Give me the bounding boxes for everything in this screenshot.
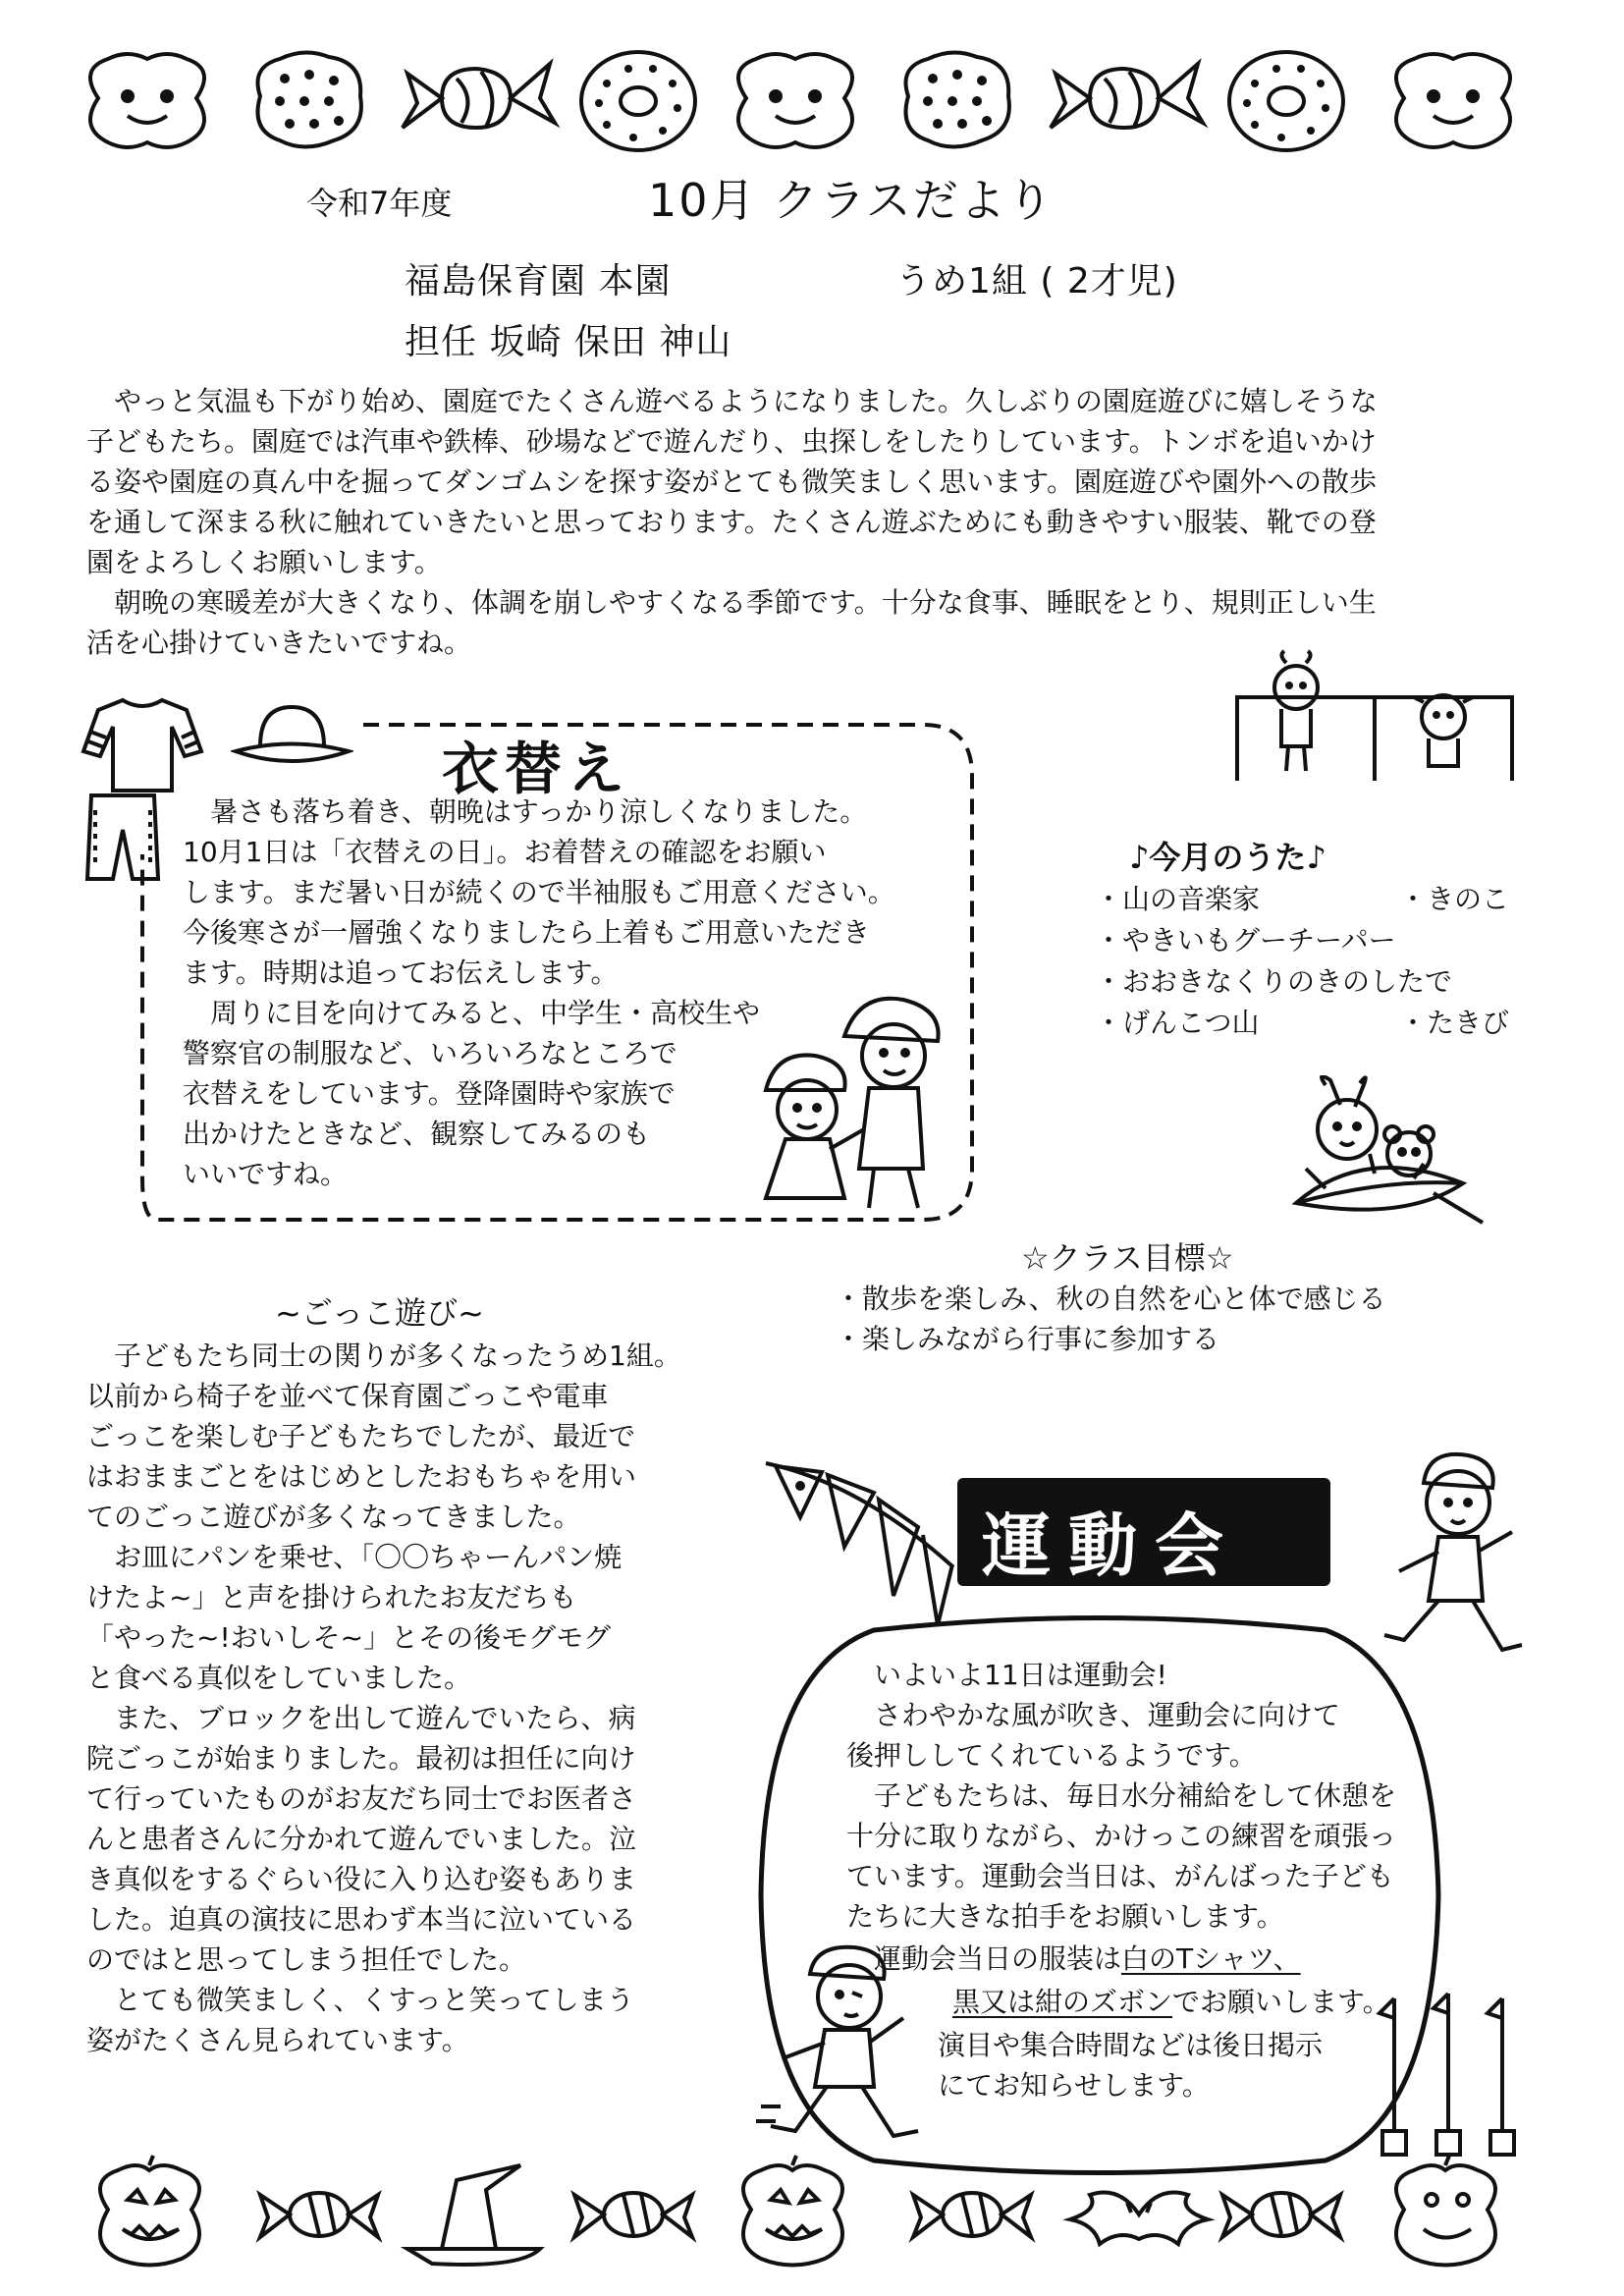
koromogae-line: 今後寒さが一層強くなりましたら上着もご用意いただき xyxy=(183,916,871,949)
undokai-line: 子どもたちは、毎日水分補給をして休憩を xyxy=(874,1779,1397,1812)
animals-on-leaf-illustration xyxy=(1286,1075,1502,1262)
attire-prefix: 運動会当日の服装は xyxy=(874,1942,1122,1975)
koromogae-line: 暑さも落ち着き、朝晩はすっかり涼しくなりました。 xyxy=(210,795,868,828)
intro-line: 活を心掛けていきたいですね。 xyxy=(86,627,472,659)
teacher-names: 担任 坂崎 保田 神山 xyxy=(405,322,732,362)
undokai-line: たちに大きな拍手をお願いします。 xyxy=(846,1900,1284,1933)
intro-line: 子どもたち。園庭では汽車や鉄棒、砂場などで遊んだり、虫探しをしたりしています。トンボを追いかけ xyxy=(86,425,1377,458)
intro-line: 朝晩の寒暖差が大きくなり、体調を崩しやすくなる季節です。十分な食事、睡眠をとり、規則正しい生 xyxy=(114,586,1377,619)
intro-paragraph xyxy=(86,381,1378,663)
notice-line: にてお知らせします。 xyxy=(938,2069,1210,2102)
undokai-line: さわやかな風が吹き、運動会に向けて xyxy=(874,1699,1340,1731)
jack-o-lantern-icon xyxy=(1396,2156,1495,2266)
gokko-body xyxy=(86,1336,681,2060)
cookie-icon xyxy=(906,52,1009,146)
gokko-line: とても微笑ましく、くすっと笑ってしまう xyxy=(114,1984,634,2016)
jack-o-lantern-icon xyxy=(100,2156,199,2266)
song-item: ・おおきなくりのきのしたで xyxy=(1095,965,1453,998)
bottom-decoration-border xyxy=(79,2141,1551,2278)
pumpkin-face-icon xyxy=(738,54,852,147)
candy-icon xyxy=(1051,64,1203,128)
gokko-line: はおままごとをはじめとしたおもちゃを用い xyxy=(86,1460,637,1493)
running-boy-illustration xyxy=(756,1940,943,2156)
undokai-line: 後押ししてくれているようです。 xyxy=(846,1739,1257,1772)
attire-dark-pants: 黒又は紺のズボン xyxy=(952,1986,1173,2018)
song-item: ・きのこ xyxy=(1399,883,1510,915)
top-decoration-border xyxy=(79,29,1551,167)
class-goals-title: ☆クラス目標☆ xyxy=(1021,1239,1234,1277)
donut-icon xyxy=(1229,52,1343,150)
attire-white-shirt: 白のTシャツ、 xyxy=(1121,1942,1301,1975)
gokko-line: と食べる真似をしていました。 xyxy=(86,1662,472,1694)
koromogae-line: いいですね。 xyxy=(183,1158,349,1190)
undokai-body xyxy=(846,1655,1396,1937)
course-flags-illustration xyxy=(1375,1984,1532,2160)
attire-suffix: でお願いします。 xyxy=(1172,1986,1390,2018)
jack-o-lantern-icon xyxy=(743,2156,842,2266)
song-item: ・やきいもグーチーパー xyxy=(1095,924,1396,957)
candy-icon xyxy=(574,2193,692,2237)
pumpkin-face-icon xyxy=(1396,54,1510,147)
page-title: 10月 クラスだより xyxy=(648,174,1055,227)
gokko-line: 院ごっこが始まりました。最初は担任に向け xyxy=(86,1742,636,1775)
koromogae-line: 周りに目を向けてみると、中学生・高校生や xyxy=(210,997,761,1029)
intro-line: を通して深まる秋に触れていきたいと思っております。たくさん遊ぶためにも動きやすい服装、靴での登 xyxy=(86,506,1377,538)
gokko-line: 以前から椅子を並べて保育園ごっこや電車 xyxy=(86,1380,609,1412)
gokko-line: 姿がたくさん見られています。 xyxy=(86,2024,469,2056)
song-item: ・山の音楽家 xyxy=(1095,883,1261,915)
children-walking-illustration xyxy=(727,982,962,1218)
koromogae-title: 衣替え xyxy=(442,736,631,802)
intro-line: やっと気温も下がり始め、園庭でたくさん遊べるようになりました。久しぶりの園庭遊びに嬉しそうな xyxy=(114,385,1378,417)
gokko-line: また、ブロックを出して遊んでいたら、病 xyxy=(114,1702,636,1734)
koromogae-line: ます。時期は追ってお伝えします。 xyxy=(183,957,619,989)
pants-illustration xyxy=(83,791,162,884)
koromogae-line: します。まだ暑い日が続くので半袖服もご用意ください。 xyxy=(183,876,895,908)
witch-hat-icon xyxy=(407,2165,540,2265)
gokko-line: お皿にパンを乗せ、「〇〇ちゃーんパン焼 xyxy=(114,1541,623,1573)
candy-icon xyxy=(403,64,555,128)
undokai-line: 十分に取りながら、かけっこの練習を頑張っ xyxy=(846,1820,1397,1852)
bat-icon xyxy=(1070,2193,1208,2245)
songs-list-right xyxy=(1399,879,1509,1044)
songs-title: ♪今月のうた♪ xyxy=(1129,839,1326,876)
gokko-line: ごっこを楽しむ子どもたちでしたが、最近で xyxy=(86,1420,636,1452)
candy-icon xyxy=(1222,2193,1340,2237)
goal-item: ・楽しみながら行事に参加する xyxy=(835,1323,1220,1355)
hat-illustration xyxy=(231,697,353,771)
goal-item: ・散歩を楽しみ、秋の自然を心と体で感じる xyxy=(835,1283,1386,1315)
donut-icon xyxy=(581,52,695,150)
undokai-line: いよいよ11日は運動会! xyxy=(874,1659,1167,1691)
gokko-line: て行っていたものがお友だち同士でお医者さ xyxy=(86,1782,637,1815)
class-name: うめ1組 ( 2才児) xyxy=(895,261,1178,301)
gokko-line: 子どもたち同士の関りが多くなったうめ1組。 xyxy=(114,1339,681,1372)
gokko-line: した。迫真の演技に思わず本当に泣いている xyxy=(86,1903,637,1936)
intro-line: る姿や園庭の真ん中を掘ってダンゴムシを探す姿がとても微笑ましく思います。園庭遊びや園外への散歩 xyxy=(86,465,1378,498)
gokko-line: けたよ~」と声を掛けられたお友だちも xyxy=(86,1581,577,1613)
gokko-line: てのごっこ遊びが多くなってきました。 xyxy=(86,1501,581,1533)
song-item: ・げんこつ山 xyxy=(1095,1007,1260,1039)
gokko-line: のではと思ってしまう担任でした。 xyxy=(86,1943,527,1976)
attire-line-2 xyxy=(952,1982,1390,2022)
class-goals-list xyxy=(835,1279,1386,1359)
school-name: 福島保育園 本園 xyxy=(405,261,672,301)
candy-icon xyxy=(260,2193,378,2237)
cookie-icon xyxy=(258,52,361,146)
koromogae-line: 出かけたときなど、観察してみるのも xyxy=(183,1118,651,1150)
candy-icon xyxy=(913,2193,1031,2237)
undokai-line: ています。運動会当日は、がんばった子ども xyxy=(846,1860,1394,1892)
gokko-line: 「やった~!おいしそ~」とその後モグモグ xyxy=(86,1621,612,1654)
monkey-bars-illustration xyxy=(1227,648,1522,786)
intro-line: 園をよろしくお願いします。 xyxy=(86,546,442,578)
gokko-line: んと患者さんに分かれて遊んでいました。泣 xyxy=(86,1823,637,1855)
notice-body xyxy=(938,2025,1323,2105)
pumpkin-face-icon xyxy=(90,54,204,147)
fiscal-year: 令和7年度 xyxy=(306,185,453,222)
gokko-title: ~ごっこ遊び~ xyxy=(275,1294,484,1332)
gokko-line: き真似をするぐらい役に入り込む姿もありま xyxy=(86,1863,637,1895)
koromogae-line: 10月1日は「衣替えの日」。お着替えの確認をお願い xyxy=(183,836,827,868)
notice-line: 演目や集合時間などは後日掲示 xyxy=(938,2029,1324,2061)
undokai-title: 運動会 xyxy=(982,1505,1241,1586)
koromogae-line: 警察官の制服など、いろいろなところで xyxy=(183,1037,677,1069)
song-item: ・たきび xyxy=(1399,1007,1510,1039)
shirt-illustration xyxy=(79,692,206,795)
koromogae-line: 衣替えをしています。登降園時や家族で xyxy=(183,1077,676,1110)
